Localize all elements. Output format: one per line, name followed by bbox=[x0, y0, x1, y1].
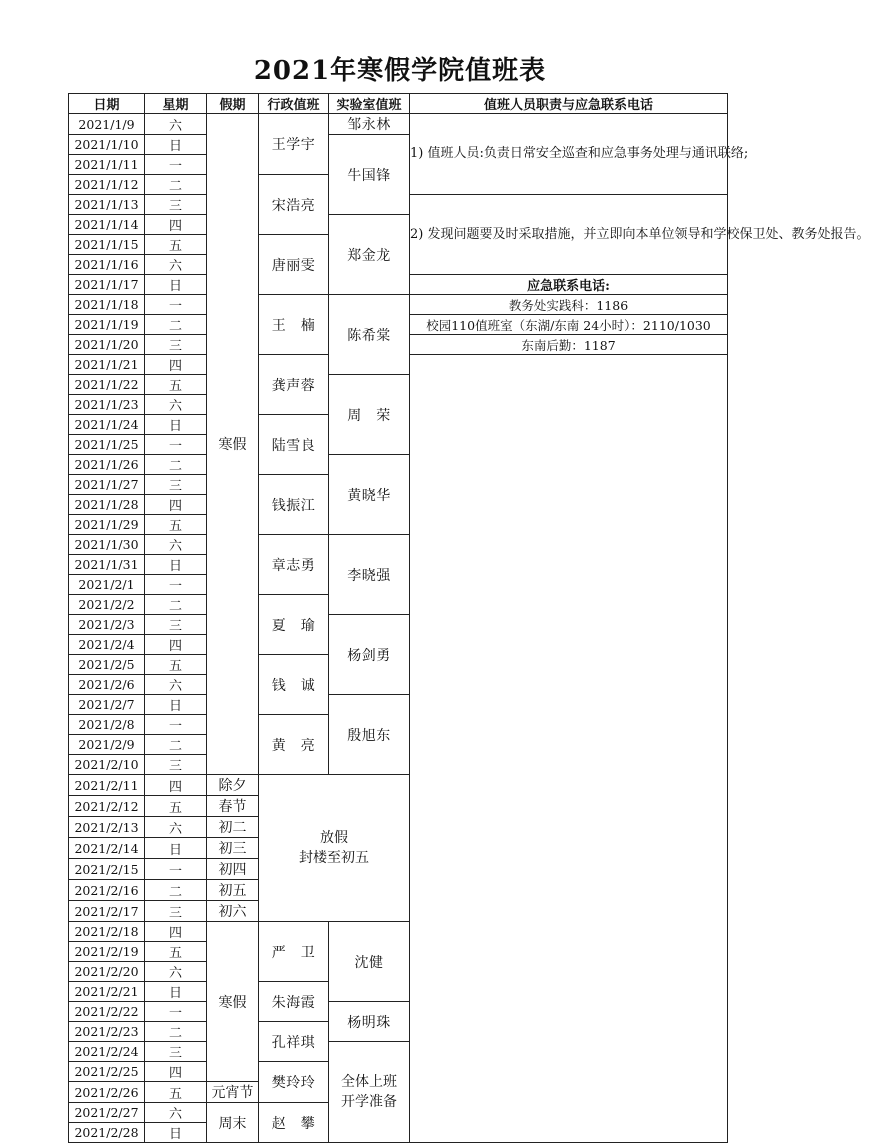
holiday-day5: 初五 bbox=[207, 880, 259, 901]
lab-duty-person: 周 荣 bbox=[329, 375, 410, 455]
admin-duty-person: 陆雪良 bbox=[259, 415, 329, 475]
date-cell: 2021/1/11 bbox=[69, 155, 145, 175]
date-cell: 2021/1/30 bbox=[69, 535, 145, 555]
weekday-cell: 日 bbox=[145, 275, 207, 295]
date-cell: 2021/2/15 bbox=[69, 859, 145, 880]
weekday-cell: 六 bbox=[145, 395, 207, 415]
weekday-cell: 六 bbox=[145, 114, 207, 135]
date-cell: 2021/1/9 bbox=[69, 114, 145, 135]
date-cell: 2021/1/22 bbox=[69, 375, 145, 395]
date-cell: 2021/1/13 bbox=[69, 195, 145, 215]
lab-duty-person: 殷旭东 bbox=[329, 695, 410, 775]
weekday-cell: 六 bbox=[145, 255, 207, 275]
weekday-cell: 五 bbox=[145, 1082, 207, 1103]
date-cell: 2021/1/14 bbox=[69, 215, 145, 235]
date-cell: 2021/2/26 bbox=[69, 1082, 145, 1103]
weekday-cell: 一 bbox=[145, 575, 207, 595]
admin-duty-person: 钱 诚 bbox=[259, 655, 329, 715]
weekday-cell: 日 bbox=[145, 1123, 207, 1143]
weekday-cell: 六 bbox=[145, 535, 207, 555]
holiday-day2: 初二 bbox=[207, 817, 259, 838]
weekday-cell: 四 bbox=[145, 355, 207, 375]
weekday-cell: 日 bbox=[145, 555, 207, 575]
date-cell: 2021/2/11 bbox=[69, 775, 145, 796]
date-cell: 2021/1/25 bbox=[69, 435, 145, 455]
weekday-cell: 三 bbox=[145, 615, 207, 635]
date-cell: 2021/2/21 bbox=[69, 982, 145, 1002]
table-row bbox=[69, 295, 728, 315]
closed-line-2: 封楼至初五 bbox=[299, 850, 369, 866]
date-cell: 2021/2/27 bbox=[69, 1103, 145, 1123]
admin-duty-person: 章志勇 bbox=[259, 535, 329, 595]
admin-duty-person: 唐丽雯 bbox=[259, 235, 329, 295]
date-cell: 2021/2/25 bbox=[69, 1062, 145, 1082]
closed-line-1: 放假 bbox=[320, 830, 348, 846]
date-cell: 2021/2/12 bbox=[69, 796, 145, 817]
weekday-cell: 六 bbox=[145, 817, 207, 838]
admin-duty-person: 黄 亮 bbox=[259, 715, 329, 775]
date-cell: 2021/1/31 bbox=[69, 555, 145, 575]
admin-duty-person: 王学宇 bbox=[259, 114, 329, 175]
weekday-cell: 三 bbox=[145, 755, 207, 775]
weekday-cell: 日 bbox=[145, 982, 207, 1002]
admin-duty-person: 孔祥琪 bbox=[259, 1022, 329, 1062]
date-cell: 2021/2/22 bbox=[69, 1002, 145, 1022]
table-row bbox=[69, 114, 728, 135]
notes-duty-2: 2) 发现问题要及时采取措施，并立即向本单位领导和学校保卫处、教务处报告。 bbox=[410, 195, 728, 275]
weekday-cell: 五 bbox=[145, 515, 207, 535]
page-title: 2021年寒假学院值班表 bbox=[253, 56, 547, 86]
date-cell: 2021/2/18 bbox=[69, 922, 145, 942]
weekday-cell: 六 bbox=[145, 962, 207, 982]
holiday-day6: 初六 bbox=[207, 901, 259, 922]
holiday-day4: 初四 bbox=[207, 859, 259, 880]
closed-notice bbox=[259, 775, 410, 922]
date-cell: 2021/1/19 bbox=[69, 315, 145, 335]
weekday-cell: 四 bbox=[145, 215, 207, 235]
holiday-winter-break: 寒假 bbox=[207, 114, 259, 775]
admin-duty-person: 钱振江 bbox=[259, 475, 329, 535]
holiday-new-year-eve: 除夕 bbox=[207, 775, 259, 796]
date-cell: 2021/2/7 bbox=[69, 695, 145, 715]
header-row bbox=[69, 94, 728, 114]
lab-duty-person: 杨剑勇 bbox=[329, 615, 410, 695]
weekday-cell: 三 bbox=[145, 1042, 207, 1062]
weekday-cell: 三 bbox=[145, 335, 207, 355]
lab-duty-person: 陈希棠 bbox=[329, 295, 410, 375]
date-cell: 2021/2/20 bbox=[69, 962, 145, 982]
weekday-cell: 五 bbox=[145, 942, 207, 962]
date-cell: 2021/1/17 bbox=[69, 275, 145, 295]
lab-duty-person: 郑金龙 bbox=[329, 215, 410, 295]
weekday-cell: 四 bbox=[145, 495, 207, 515]
admin-duty-person: 赵 攀 bbox=[259, 1103, 329, 1143]
date-cell: 2021/2/9 bbox=[69, 735, 145, 755]
weekday-cell: 四 bbox=[145, 922, 207, 942]
weekday-cell: 二 bbox=[145, 880, 207, 901]
weekday-cell: 二 bbox=[145, 455, 207, 475]
lab-duty-person: 黄晓华 bbox=[329, 455, 410, 535]
date-cell: 2021/1/16 bbox=[69, 255, 145, 275]
date-cell: 2021/1/15 bbox=[69, 235, 145, 255]
contact-1: 教务处实践科：1186 bbox=[410, 295, 728, 315]
weekday-cell: 二 bbox=[145, 315, 207, 335]
lab-duty-person: 邹永林 bbox=[329, 114, 410, 135]
date-cell: 2021/2/5 bbox=[69, 655, 145, 675]
header-notes: 值班人员职责与应急联系电话 bbox=[410, 94, 728, 114]
weekday-cell: 五 bbox=[145, 235, 207, 255]
holiday-day3: 初三 bbox=[207, 838, 259, 859]
weekday-cell: 日 bbox=[145, 838, 207, 859]
date-cell: 2021/2/19 bbox=[69, 942, 145, 962]
header-date: 日期 bbox=[69, 94, 145, 114]
date-cell: 2021/2/6 bbox=[69, 675, 145, 695]
date-cell: 2021/1/12 bbox=[69, 175, 145, 195]
date-cell: 2021/2/24 bbox=[69, 1042, 145, 1062]
weekday-cell: 一 bbox=[145, 1002, 207, 1022]
date-cell: 2021/1/26 bbox=[69, 455, 145, 475]
weekday-cell: 三 bbox=[145, 475, 207, 495]
notes-duty-1: 1) 值班人员:负责日常安全巡查和应急事务处理与通讯联络; bbox=[410, 114, 728, 195]
date-cell: 2021/1/27 bbox=[69, 475, 145, 495]
weekday-cell: 二 bbox=[145, 1022, 207, 1042]
date-cell: 2021/1/10 bbox=[69, 135, 145, 155]
weekday-cell: 日 bbox=[145, 695, 207, 715]
date-cell: 2021/2/10 bbox=[69, 755, 145, 775]
weekday-cell: 六 bbox=[145, 1103, 207, 1123]
contact-3: 东南后勤：1187 bbox=[410, 335, 728, 355]
weekday-cell: 日 bbox=[145, 135, 207, 155]
date-cell: 2021/2/17 bbox=[69, 901, 145, 922]
weekday-cell: 二 bbox=[145, 595, 207, 615]
weekday-cell: 二 bbox=[145, 735, 207, 755]
lab-duty-person: 李晓强 bbox=[329, 535, 410, 615]
date-cell: 2021/2/16 bbox=[69, 880, 145, 901]
weekday-cell: 一 bbox=[145, 435, 207, 455]
date-cell: 2021/1/28 bbox=[69, 495, 145, 515]
weekday-cell: 五 bbox=[145, 796, 207, 817]
weekday-cell: 一 bbox=[145, 715, 207, 735]
admin-duty-person: 王 楠 bbox=[259, 295, 329, 355]
holiday-weekend: 周末 bbox=[207, 1103, 259, 1143]
date-cell: 2021/1/29 bbox=[69, 515, 145, 535]
lab-duty-person: 沈健 bbox=[329, 922, 410, 1002]
date-cell: 2021/2/4 bbox=[69, 635, 145, 655]
weekday-cell: 五 bbox=[145, 655, 207, 675]
weekday-cell: 六 bbox=[145, 675, 207, 695]
lab-duty-person: 杨明珠 bbox=[329, 1002, 410, 1042]
admin-duty-person: 夏 瑜 bbox=[259, 595, 329, 655]
weekday-cell: 一 bbox=[145, 295, 207, 315]
header-holiday: 假期 bbox=[207, 94, 259, 114]
header-lab-duty: 实验室值班 bbox=[329, 94, 410, 114]
header-admin-duty: 行政值班 bbox=[259, 94, 329, 114]
header-weekday: 星期 bbox=[145, 94, 207, 114]
weekday-cell: 五 bbox=[145, 375, 207, 395]
date-cell: 2021/2/3 bbox=[69, 615, 145, 635]
admin-duty-person: 龚声蓉 bbox=[259, 355, 329, 415]
weekday-cell: 二 bbox=[145, 175, 207, 195]
date-cell: 2021/2/28 bbox=[69, 1123, 145, 1143]
date-cell: 2021/1/18 bbox=[69, 295, 145, 315]
weekday-cell: 四 bbox=[145, 635, 207, 655]
duty-table bbox=[68, 93, 869, 1143]
holiday-spring-festival: 春节 bbox=[207, 796, 259, 817]
date-cell: 2021/2/23 bbox=[69, 1022, 145, 1042]
notes-blank bbox=[410, 355, 728, 1143]
emergency-title: 应急联系电话: bbox=[410, 275, 728, 295]
holiday-lantern-festival: 元宵节 bbox=[207, 1082, 259, 1103]
weekday-cell: 一 bbox=[145, 155, 207, 175]
weekday-cell: 四 bbox=[145, 775, 207, 796]
date-cell: 2021/1/23 bbox=[69, 395, 145, 415]
date-cell: 2021/2/1 bbox=[69, 575, 145, 595]
weekday-cell: 三 bbox=[145, 901, 207, 922]
date-cell: 2021/1/21 bbox=[69, 355, 145, 375]
weekday-cell: 四 bbox=[145, 1062, 207, 1082]
date-cell: 2021/2/8 bbox=[69, 715, 145, 735]
weekday-cell: 日 bbox=[145, 415, 207, 435]
weekday-cell: 一 bbox=[145, 859, 207, 880]
weekday-cell: 三 bbox=[145, 195, 207, 215]
contact-2: 校园110值班室（东湖/东南 24小时）：2110/1030 bbox=[410, 315, 728, 335]
all-staff-line-1: 全体上班 bbox=[341, 1074, 397, 1090]
date-cell: 2021/1/24 bbox=[69, 415, 145, 435]
date-cell: 2021/1/20 bbox=[69, 335, 145, 355]
admin-duty-person: 宋浩亮 bbox=[259, 175, 329, 235]
date-cell: 2021/2/14 bbox=[69, 838, 145, 859]
all-staff-line-2: 开学准备 bbox=[341, 1094, 397, 1110]
holiday-winter-break-2: 寒假 bbox=[207, 922, 259, 1082]
all-staff-notice bbox=[329, 1042, 410, 1143]
admin-duty-person: 朱海霞 bbox=[259, 982, 329, 1022]
date-cell: 2021/2/2 bbox=[69, 595, 145, 615]
date-cell: 2021/2/13 bbox=[69, 817, 145, 838]
admin-duty-person: 严 卫 bbox=[259, 922, 329, 982]
lab-duty-person: 牛国锋 bbox=[329, 135, 410, 215]
admin-duty-person: 樊玲玲 bbox=[259, 1062, 329, 1103]
